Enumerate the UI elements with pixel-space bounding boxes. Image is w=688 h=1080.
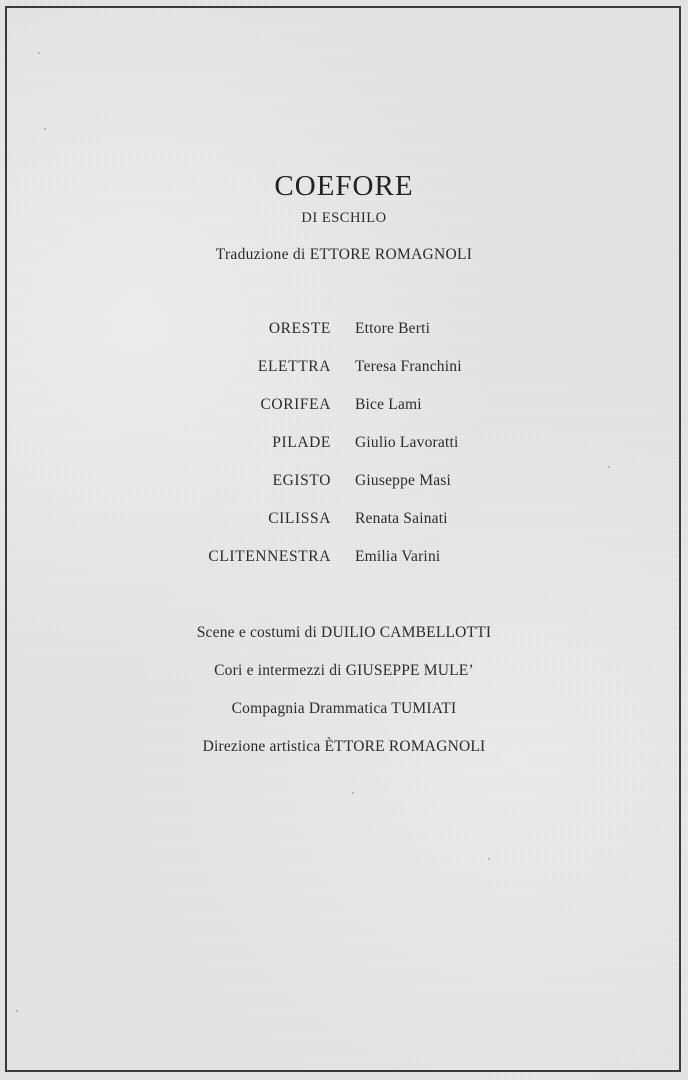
- cast-list: [0, 320, 688, 586]
- paper-speck: [16, 1010, 18, 1012]
- play-author: DI ESCHILO: [301, 210, 387, 226]
- credit-direction: Direzione artistica ÈTTORE ROMAGNOLI: [202, 738, 486, 755]
- paper-speck: [44, 128, 46, 130]
- cast-row: [0, 510, 688, 548]
- cast-actor: Giulio Lavoratti: [355, 434, 459, 451]
- cast-actor: Teresa Franchini: [355, 358, 462, 375]
- cast-actor: Bice Lami: [355, 396, 422, 413]
- cast-row: [0, 320, 688, 358]
- cast-role: ORESTE: [268, 320, 331, 337]
- cast-role: CILISSA: [268, 510, 331, 527]
- credit-company: Compagnia Drammatica TUMIATI: [231, 700, 457, 717]
- cast-role: EGISTO: [272, 472, 331, 489]
- cast-row: [0, 472, 688, 510]
- cast-actor: Renata Sainati: [355, 510, 448, 527]
- cast-role: ELETTRA: [257, 358, 331, 375]
- production-credits: [0, 624, 688, 776]
- paper-speck: [608, 466, 610, 468]
- credit-scenery: Scene e costumi di DUILIO CAMBELLOTTI: [196, 624, 492, 641]
- cast-row: [0, 396, 688, 434]
- translation-credit: Traduzione di ETTORE ROMAGNOLI: [215, 246, 473, 263]
- paper-speck: [38, 52, 40, 54]
- cast-row: [0, 548, 688, 586]
- play-title: COEFORE: [274, 170, 414, 202]
- cast-role: CLITENNESTRA: [208, 548, 331, 565]
- cast-row: [0, 358, 688, 396]
- paper-speck: [352, 792, 354, 794]
- credit-music: Cori e intermezzi di GIUSEPPE MULE’: [214, 662, 474, 679]
- cast-actor: Giuseppe Masi: [355, 472, 452, 489]
- cast-row: [0, 434, 688, 472]
- paper-speck: [488, 858, 490, 860]
- cast-role: CORIFEA: [260, 396, 331, 413]
- cast-actor: Ettore Berti: [355, 320, 431, 337]
- cast-role: PILADE: [272, 434, 331, 451]
- cast-actor: Emilia Varini: [355, 548, 441, 565]
